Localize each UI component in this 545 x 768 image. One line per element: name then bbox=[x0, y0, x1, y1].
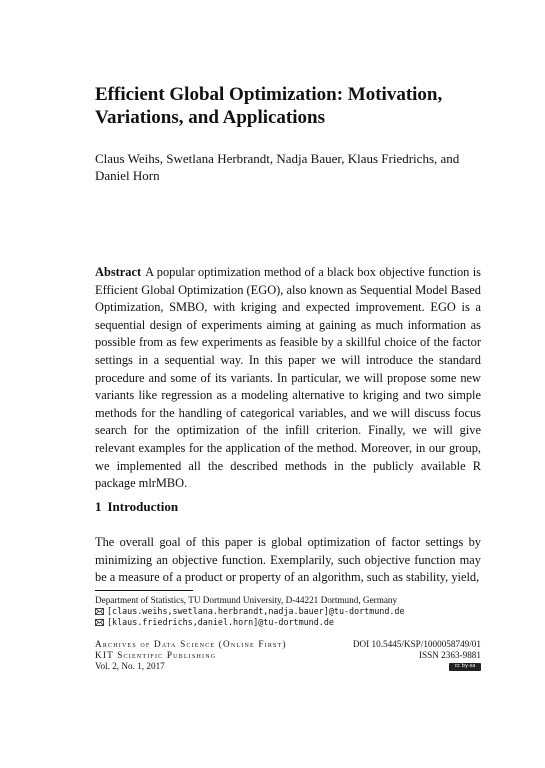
email-address-1[interactable]: [claus.weihs,swetlana.herbrandt,nadja.bauer]@tu-dortmund.de bbox=[107, 606, 405, 616]
author-list: Claus Weihs, Swetlana Herbrandt, Nadja Bauer, Klaus Friedrichs, and Daniel Horn bbox=[95, 151, 460, 183]
email-line-2 bbox=[95, 617, 485, 628]
paper-title: Efficient Global Optimization: Motivation, Variations, and Applications bbox=[95, 84, 443, 128]
envelope-icon bbox=[95, 608, 104, 615]
section-number: 1 bbox=[95, 499, 102, 514]
issn: ISSN 2363-9881 bbox=[418, 650, 481, 660]
affiliation: Department of Statistics, TU Dortmund University, D-44221 Dortmund, Germany bbox=[95, 595, 398, 605]
journal-name: Archives of Data Science (Online First) bbox=[95, 639, 287, 649]
volume-info: Vol. 2, No. 1, 2017 bbox=[95, 661, 165, 671]
abstract-label: Abstract bbox=[95, 265, 142, 279]
abstract-paragraph bbox=[95, 264, 481, 493]
footnote bbox=[95, 595, 485, 628]
abstract-text: A popular optimization method of a black box objective function is Efficient Global Optimization (EGO), also known as Sequential Model Based Optimization, SMBO, with kriging and expected improvement. EGO is a sequential design of experiments aiming at gaining as much information as possible from as few experiments as feasible by a skillful choice of the factor settings in a sequential way. In this paper we will introduce the standard procedure and some of its variants. In particular, we will propose some new variants like regression as a modeling alternative to kriging and two simple methods for the handling of categorical variables, and we will discuss focus search for the optimization of the infill criterion. Finally, we will give relevant examples for the application of the method. Moreover, in our group, we implemented all the described methods in the publicly available R package mlrMBO. bbox=[95, 265, 481, 491]
journal-row-3 bbox=[95, 661, 481, 672]
journal-info bbox=[95, 639, 481, 672]
intro-paragraph: The overall goal of this paper is global optimization of factor settings by minimizing an objective function. Exemplarily, such objective function may be a measure of a product or property of an algorithm, such as stability, yield, bbox=[95, 535, 481, 585]
email-line-1 bbox=[95, 606, 485, 617]
envelope-icon bbox=[95, 619, 104, 626]
doi[interactable]: DOI 10.5445/KSP/1000058749/01 bbox=[352, 639, 481, 649]
publisher: KIT Scientific Publishing bbox=[95, 650, 217, 660]
license-badge[interactable]: cc by-sa bbox=[449, 663, 481, 671]
section-heading bbox=[95, 498, 178, 515]
journal-row-2 bbox=[95, 650, 481, 661]
section-title: Introduction bbox=[107, 499, 179, 514]
footnote-divider bbox=[95, 590, 193, 591]
email-address-2[interactable]: [klaus.friedrichs,daniel.horn]@tu-dortmund.de bbox=[107, 617, 334, 627]
journal-row-1 bbox=[95, 639, 481, 650]
